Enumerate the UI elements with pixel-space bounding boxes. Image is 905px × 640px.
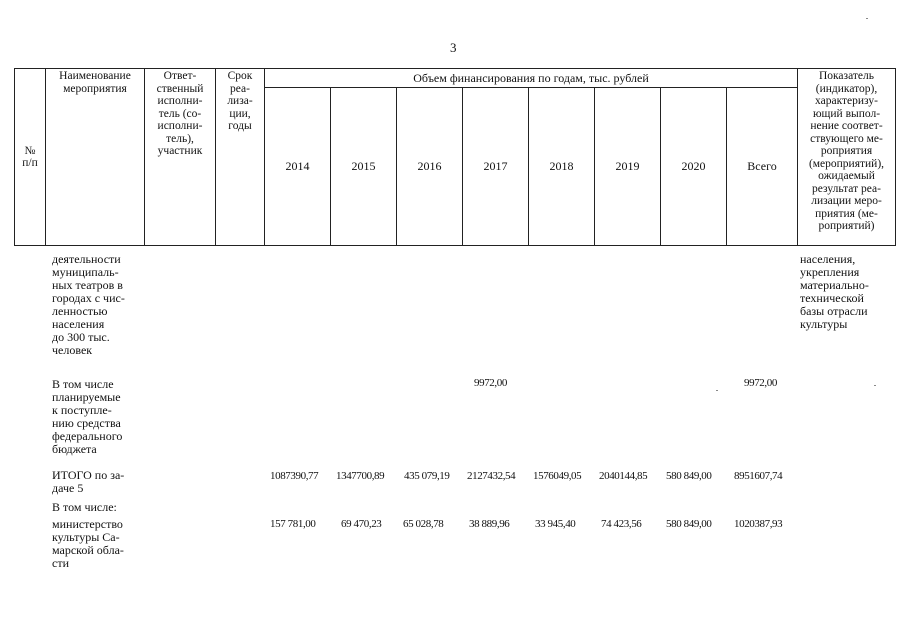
row3-value-total: 8951607,74 (734, 470, 783, 482)
row5-value-2018: 33 945,40 (535, 518, 576, 530)
row5-name: министерство культуры Са- марской обла- сти (52, 517, 124, 570)
header-year-2017: 2017 (463, 88, 529, 246)
header-year-2015: 2015 (331, 88, 397, 246)
row2-value-total: 9972,00 (744, 377, 777, 389)
header-responsible: Ответ- ственный исполни- тель (со- исполни- тель), участник (145, 69, 216, 246)
scan-speck (866, 18, 868, 19)
row5-value-2019: 74 423,56 (601, 518, 642, 530)
header-table (14, 68, 896, 246)
row3-value-2014: 1087390,77 (270, 470, 319, 482)
row3-value-2019: 2040144,85 (599, 470, 648, 482)
row3-name: ИТОГО по за- даче 5 (52, 468, 125, 495)
row5-value-2020: 580 849,00 (666, 518, 712, 530)
row3-value-2017: 2127432,54 (467, 470, 516, 482)
scan-speck (874, 385, 876, 386)
header-indicator: Показатель (индикатор), характеризу- ющий выпол- нение соответ- ствующего ме- роприятия (мероприятий), ожидаемый результат реа- лизации меро- приятия (ме- роприятий) (798, 69, 896, 246)
header-name: Наименование мероприятия (46, 69, 145, 246)
header-no: № п/п (15, 69, 46, 246)
scan-speck (716, 390, 718, 391)
row1-name: деятельности муниципаль- ных театров в городах с чис- ленностью населения до 300 тыс. человек (52, 252, 125, 357)
row5-value-2015: 69 470,23 (341, 518, 382, 530)
row5-value-2016: 65 028,78 (403, 518, 444, 530)
header-year-2018: 2018 (529, 88, 595, 246)
row2-name: В том числе планируемые к поступле- нию средства федерального бюджета (52, 377, 123, 456)
row3-value-2020: 580 849,00 (666, 470, 712, 482)
row3-value-2016: 435 079,19 (404, 470, 450, 482)
header-year-total: Всего (727, 88, 798, 246)
row2-value-2017: 9972,00 (474, 377, 507, 389)
header-year-2014: 2014 (265, 88, 331, 246)
row1-indicator: населения, укрепления материально- технической базы отрасли культуры (800, 252, 869, 331)
header-financing: Объем финансирования по годам, тыс. рублей (265, 69, 798, 88)
header-year-2020: 2020 (661, 88, 727, 246)
row3-value-2018: 1576049,05 (533, 470, 582, 482)
header-term: Срок реа- лиза- ции, годы (216, 69, 265, 246)
row3-value-2015: 1347700,89 (336, 470, 385, 482)
page-number: 3 (450, 40, 457, 55)
row5-value-2014: 157 781,00 (270, 518, 316, 530)
row5-value-2017: 38 889,96 (469, 518, 510, 530)
header-year-2019: 2019 (595, 88, 661, 246)
header-year-2016: 2016 (397, 88, 463, 246)
row4-name: В том числе: (52, 500, 117, 514)
row5-value-total: 1020387,93 (734, 518, 783, 530)
